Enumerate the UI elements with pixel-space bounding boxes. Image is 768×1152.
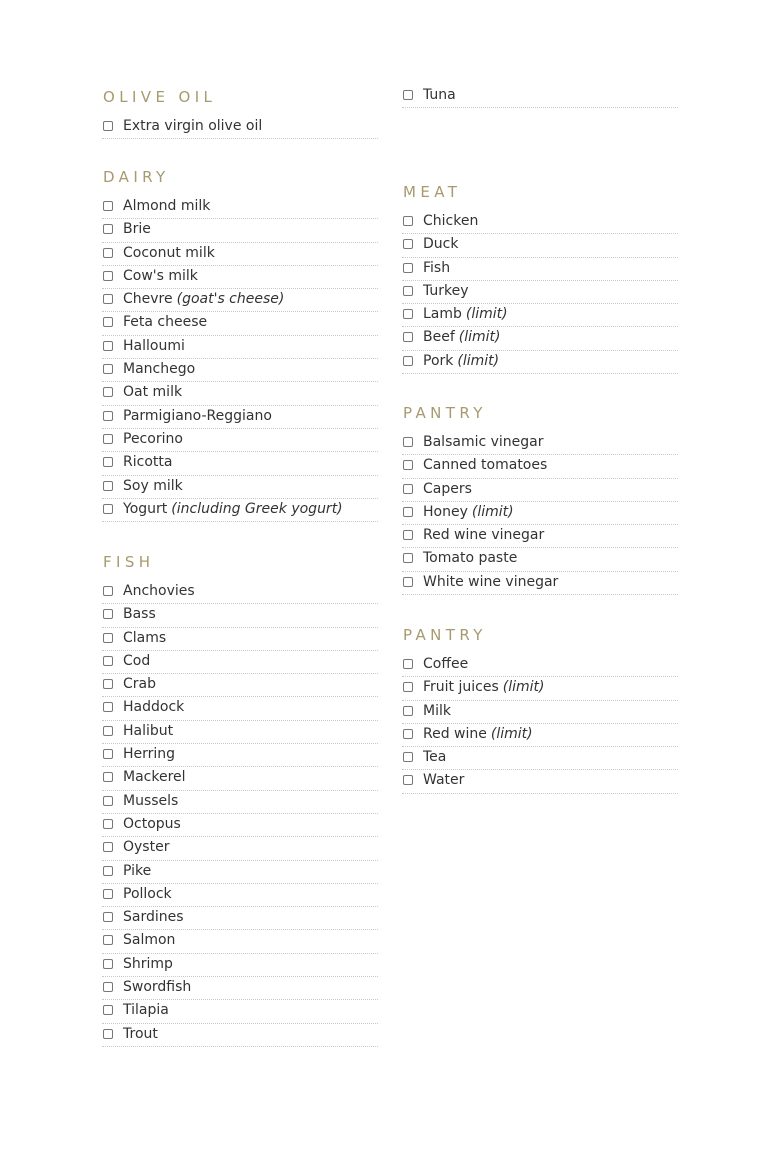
item-text: Halloumi [123,337,185,354]
checklist-item-shrimp[interactable] [102,955,378,977]
item-text: Canned tomatoes [423,457,548,474]
item-text: Shrimp [123,955,173,972]
item-text: Milk [423,702,451,719]
item-text: Cow's milk [123,267,198,284]
item-label [423,503,514,521]
checklist-item-ricotta[interactable] [102,453,378,475]
checkbox-icon[interactable] [103,633,113,643]
checkbox-icon[interactable] [103,294,113,304]
checkbox-icon[interactable] [103,364,113,374]
section-heading: PANTRY [403,404,487,422]
item-label [123,477,183,495]
item-label [423,480,472,498]
checklist-item-coconut-milk[interactable] [102,244,378,266]
checklist-item-white-wine-vinegar[interactable] [402,573,678,595]
item-text: Trout [123,1025,158,1042]
checkbox-icon[interactable] [103,982,113,992]
checklist-item-oyster[interactable] [102,838,378,860]
checkbox-icon[interactable] [103,796,113,806]
checklist-item-chevre[interactable] [102,290,378,312]
checklist-item-manchego[interactable] [102,360,378,382]
checklist-item-feta-cheese[interactable] [102,313,378,335]
checkbox-icon[interactable] [103,504,113,514]
item-label [123,908,184,926]
checkbox-icon[interactable] [103,457,113,467]
checkbox-icon[interactable] [103,1005,113,1015]
item-note: (including Greek yogurt) [171,500,343,517]
item-text: Extra virgin olive oil [123,118,263,134]
item-text: Red wine [423,725,487,742]
item-label [123,117,262,135]
item-label [123,1001,169,1019]
item-label [123,815,181,833]
item-label [123,605,156,623]
checklist-item-anchovies[interactable] [102,582,378,604]
checkbox-icon[interactable] [403,460,413,470]
item-label [123,652,150,670]
checklist-item-almond-milk[interactable] [102,197,378,219]
section-olive-oil [102,88,378,140]
checklist-item-capers[interactable] [402,480,678,502]
checklist [402,433,678,595]
item-text: Water [423,772,465,789]
item-label [423,352,499,370]
item-label [423,573,558,591]
item-text: Pork [423,352,454,369]
checklist [402,212,678,374]
checkbox-icon[interactable] [103,411,113,421]
checklist-item-pecorino[interactable] [102,430,378,452]
item-text: Haddock [123,699,185,716]
section-heading: OLIVE OIL [103,88,217,106]
checklist-item-tuna[interactable] [402,86,678,108]
checklist-item-canned-tomatoes[interactable] [402,456,678,478]
checkbox-icon[interactable] [403,553,413,563]
checklist-item-clams[interactable] [102,629,378,651]
item-text: Duck [423,236,459,253]
section-pantry [402,626,678,795]
checklist-item-turkey[interactable] [402,282,678,304]
checkbox-icon[interactable] [103,749,113,759]
item-note: (limit) [457,352,500,369]
checkbox-icon[interactable] [103,224,113,234]
checkbox-icon[interactable] [403,484,413,494]
item-label [423,86,456,104]
checkbox-icon[interactable] [103,121,113,131]
checkbox-icon[interactable] [103,387,113,397]
checklist-item-fruit-juices[interactable] [402,678,678,700]
item-text: Feta cheese [123,314,208,331]
checklist-item-pollock[interactable] [102,885,378,907]
item-label [423,259,450,277]
checklist-item-duck[interactable] [402,235,678,257]
checklist-item-halibut[interactable] [102,722,378,744]
checkbox-icon[interactable] [103,935,113,945]
checklist [102,197,378,522]
checkbox-icon[interactable] [403,90,413,100]
checklist-item-honey[interactable] [402,503,678,525]
checkbox-icon[interactable] [103,702,113,712]
checkbox-icon[interactable] [103,341,113,351]
item-label [123,383,182,401]
checkbox-icon[interactable] [103,679,113,689]
item-note: (limit) [465,306,508,323]
item-label [123,453,172,471]
item-text: Mackerel [123,769,186,786]
item-text: Turkey [423,282,469,299]
checklist-item-chicken[interactable] [402,212,678,234]
item-label [123,360,195,378]
checklist [402,86,678,108]
checkbox-icon[interactable] [103,772,113,782]
checkbox-icon[interactable] [103,866,113,876]
item-label [123,955,173,973]
item-text: Tomato paste [423,550,518,567]
item-text: Fish [423,259,451,276]
item-label [123,290,284,308]
item-label [123,629,166,647]
checkbox-icon[interactable] [403,286,413,296]
checklist-item-salmon[interactable] [102,931,378,953]
checklist-item-bass[interactable] [102,605,378,627]
item-text: Fruit juices [423,679,499,696]
item-text: Chicken [423,213,479,229]
checkbox-icon[interactable] [403,706,413,716]
item-text: Red wine vinegar [423,527,545,544]
checklist-item-coffee[interactable] [402,655,678,677]
item-label [123,768,186,786]
item-text: White wine vinegar [423,573,559,590]
item-text: Salmon [123,932,176,949]
item-label [423,433,544,451]
item-text: Anchovies [123,583,195,599]
checklist [102,117,378,139]
item-text: Tea [423,749,447,766]
checklist-item-fish[interactable] [402,259,678,281]
checklist-item-red-wine-vinegar[interactable] [402,526,678,548]
item-text: Lamb [423,306,462,323]
checklist-item-pike[interactable] [102,862,378,884]
checklist-item-balsamic-vinegar[interactable] [402,433,678,455]
checklist-item-cow-s-milk[interactable] [102,267,378,289]
checkbox-icon[interactable] [103,889,113,899]
checklist-item-sardines[interactable] [102,908,378,930]
item-label [423,212,478,230]
item-note: (limit) [490,725,533,742]
checklist-item-swordfish[interactable] [102,978,378,1000]
item-label [423,748,446,766]
item-text: Honey [423,503,468,520]
checkbox-icon[interactable] [103,271,113,281]
item-label [123,931,175,949]
checklist-item-soy-milk[interactable] [102,477,378,499]
item-text: Yogurt [123,500,168,517]
checkbox-icon[interactable] [403,239,413,249]
item-note: (limit) [471,503,514,520]
checkbox-icon[interactable] [103,1029,113,1039]
item-text: Tilapia [123,1002,169,1019]
checkbox-icon[interactable] [103,842,113,852]
checklist-item-haddock[interactable] [102,698,378,720]
checkbox-icon[interactable] [403,356,413,366]
item-text: Octopus [123,815,181,832]
checklist-item-pork[interactable] [402,352,678,374]
item-text: Swordfish [123,979,192,996]
item-text: Coconut milk [123,244,215,261]
item-label [423,655,468,673]
checkbox-icon[interactable] [403,729,413,739]
item-label [123,698,184,716]
checklist-item-brie[interactable] [102,220,378,242]
item-label [123,220,151,238]
item-note: (limit) [502,679,545,696]
item-text: Halibut [123,722,174,739]
checklist [402,655,678,794]
checklist-item-red-wine[interactable] [402,725,678,747]
item-text: Soy milk [123,477,183,494]
item-label [123,978,191,996]
section-heading: FISH [103,553,155,571]
checkbox-icon[interactable] [103,912,113,922]
item-text: Pecorino [123,430,183,447]
checkbox-icon[interactable] [403,216,413,226]
item-label [123,792,178,810]
item-label [123,885,172,903]
item-text: Oyster [123,839,170,856]
item-label [423,456,547,474]
item-text: Chevre [123,291,173,308]
checklist-item-crab[interactable] [102,675,378,697]
checkbox-icon[interactable] [103,656,113,666]
item-label [423,725,533,743]
item-label [423,282,469,300]
checklist-item-extra-virgin-olive-oil[interactable] [102,117,378,139]
item-label [123,722,173,740]
checklist-item-yogurt[interactable] [102,500,378,522]
item-label [123,407,272,425]
item-label [423,702,451,720]
checklist-item-tilapia[interactable] [102,1001,378,1023]
checklist-item-water[interactable] [402,771,678,793]
item-text: Brie [123,221,151,238]
checkbox-icon[interactable] [103,959,113,969]
item-label [123,500,343,518]
item-text: Pollock [123,885,172,902]
checklist [102,582,378,1047]
checkbox-icon[interactable] [403,309,413,319]
item-label [123,197,210,215]
checklist-item-beef[interactable] [402,328,678,350]
item-label [123,430,183,448]
checkbox-icon[interactable] [103,586,113,596]
checklist-item-mackerel[interactable] [102,768,378,790]
checkbox-icon[interactable] [103,248,113,258]
checkbox-icon[interactable] [103,609,113,619]
item-text: Oat milk [123,384,183,401]
checkbox-icon[interactable] [403,775,413,785]
item-label [123,862,151,880]
item-label [123,745,175,763]
checklist-item-octopus[interactable] [102,815,378,837]
item-text: Ricotta [123,454,173,471]
item-text: Clams [123,629,167,646]
item-text: Sardines [123,909,184,926]
item-text: Mussels [123,792,179,809]
checkbox-icon[interactable] [403,332,413,342]
item-label [123,313,207,331]
item-text: Capers [423,480,472,497]
item-label [423,549,517,567]
item-label [123,582,195,600]
checklist-item-tomato-paste[interactable] [402,549,678,571]
checklist-item-tea[interactable] [402,748,678,770]
item-text: Crab [123,676,156,693]
checkbox-icon[interactable] [403,577,413,587]
item-label [123,244,215,262]
checklist-item-cod[interactable] [102,652,378,674]
checklist-item-parmigiano-reggiano[interactable] [102,407,378,429]
section-meat [402,183,678,375]
section-heading: PANTRY [403,626,487,644]
item-text: Cod [123,652,151,669]
section-heading: MEAT [403,183,462,201]
checklist-item-lamb[interactable] [402,305,678,327]
checkbox-icon[interactable] [403,752,413,762]
section-dairy [102,168,378,523]
section-heading: DAIRY [103,168,170,186]
item-label [123,675,156,693]
item-text: Pike [123,862,152,879]
item-text: Almond milk [123,198,211,214]
item-text: Coffee [423,656,469,672]
item-label [423,771,464,789]
section-fish [102,553,378,1048]
item-text: Herring [123,746,176,763]
checklist-item-oat-milk[interactable] [102,383,378,405]
item-text: Beef [423,329,455,346]
checkbox-icon[interactable] [403,682,413,692]
item-label [123,337,185,355]
checkbox-icon[interactable] [403,659,413,669]
checkbox-icon[interactable] [103,434,113,444]
checklist-item-milk[interactable] [402,702,678,724]
item-note: (limit) [458,329,501,346]
section-pantry [402,404,678,596]
checkbox-icon[interactable] [103,819,113,829]
item-label [123,267,198,285]
item-label [123,1025,158,1043]
checkbox-icon[interactable] [103,201,113,211]
checklist-item-herring[interactable] [102,745,378,767]
checkbox-icon[interactable] [103,481,113,491]
item-label [423,328,501,346]
item-label [423,305,508,323]
checkbox-icon[interactable] [403,263,413,273]
checkbox-icon[interactable] [403,437,413,447]
checkbox-icon[interactable] [103,726,113,736]
item-text: Manchego [123,361,196,378]
item-text: Balsamic vinegar [423,434,544,450]
item-label [423,235,458,253]
item-text: Tuna [423,87,456,103]
section-continued [402,86,678,109]
checklist-item-halloumi[interactable] [102,337,378,359]
item-label [123,838,169,856]
item-text: Bass [123,606,156,623]
item-label [423,526,544,544]
item-label [423,678,544,696]
checkbox-icon[interactable] [403,530,413,540]
checkbox-icon[interactable] [103,317,113,327]
checklist-item-mussels[interactable] [102,792,378,814]
item-note: (goat's cheese) [176,291,285,308]
checkbox-icon[interactable] [403,507,413,517]
item-text: Parmigiano-Reggiano [123,407,272,424]
checklist-item-trout[interactable] [102,1025,378,1047]
